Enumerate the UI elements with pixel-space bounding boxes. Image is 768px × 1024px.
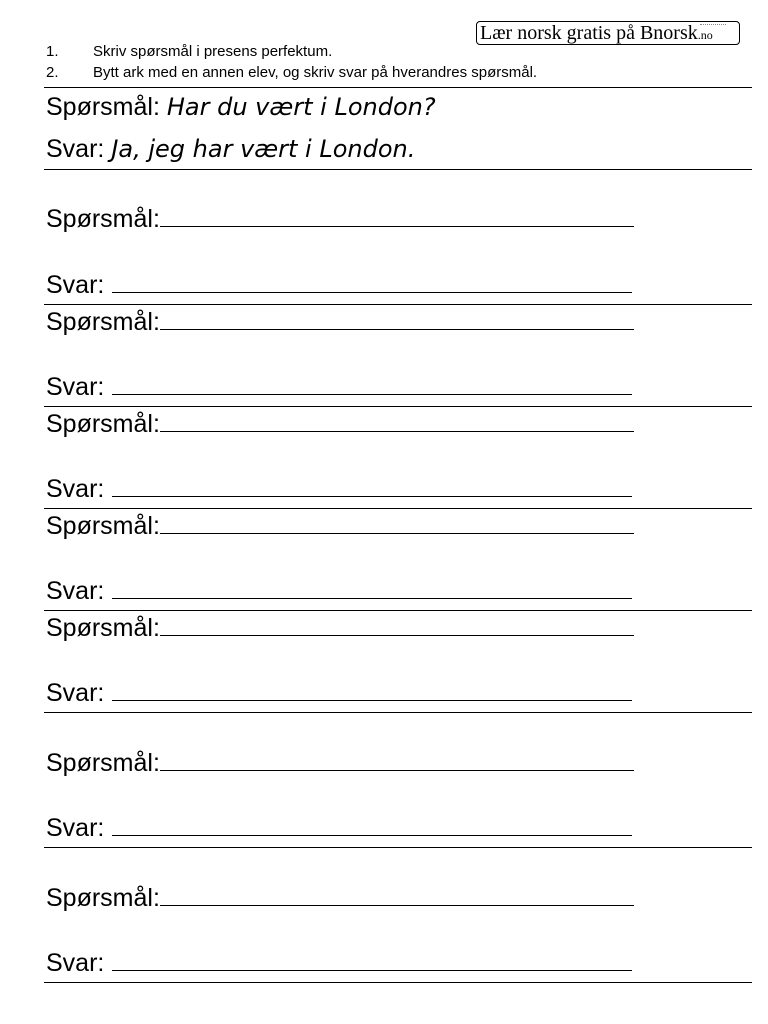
question-field-3 <box>46 409 634 439</box>
answer-label: Svar: <box>46 475 105 503</box>
answer-blank[interactable] <box>112 374 632 395</box>
question-label: Spørsmål: <box>46 749 160 777</box>
question-label: Spørsmål: <box>46 884 160 912</box>
answer-label: Svar: <box>46 679 105 707</box>
divider-rule <box>44 712 752 713</box>
answer-field-7 <box>46 948 632 978</box>
divider-rule <box>44 169 752 170</box>
question-blank[interactable] <box>160 750 634 771</box>
question-label: Spørsmål: <box>46 205 160 233</box>
answer-blank[interactable] <box>112 272 632 293</box>
question-label: Spørsmål: <box>46 512 160 540</box>
instruction-number: 1. <box>46 43 59 60</box>
example-answer <box>46 134 415 164</box>
logo-text: Lær norsk gratis på Bnorsk <box>480 22 698 44</box>
instruction-text: Bytt ark med en annen elev, og skriv svar på hverandres spørsmål. <box>93 64 538 81</box>
question-field-2 <box>46 307 634 337</box>
divider-rule <box>44 304 752 305</box>
question-blank[interactable] <box>160 206 634 227</box>
answer-label: Svar: <box>46 271 105 299</box>
answer-blank[interactable] <box>112 680 632 701</box>
answer-field-4 <box>46 576 632 606</box>
divider-rule <box>44 508 752 509</box>
question-label: Spørsmål: <box>46 614 160 642</box>
logo-dots <box>700 24 726 25</box>
instruction-2 <box>46 64 537 81</box>
logo-suffix: .no <box>697 28 713 42</box>
divider-rule <box>44 982 752 983</box>
answer-label: Svar: <box>46 949 105 977</box>
question-field-4 <box>46 511 634 541</box>
divider-rule <box>44 406 752 407</box>
instruction-text: Skriv spørsmål i presens perfektum. <box>93 43 333 60</box>
question-field-1 <box>46 204 634 234</box>
answer-blank[interactable] <box>112 815 632 836</box>
question-blank[interactable] <box>160 615 634 636</box>
divider-rule <box>44 87 752 88</box>
answer-label: Svar: <box>46 373 105 401</box>
example-answer-label: Svar: <box>46 135 105 163</box>
question-blank[interactable] <box>160 885 634 906</box>
answer-label: Svar: <box>46 577 105 605</box>
answer-label: Svar: <box>46 814 105 842</box>
answer-blank[interactable] <box>112 950 632 971</box>
divider-rule <box>44 847 752 848</box>
instruction-number: 2. <box>46 64 59 81</box>
question-field-5 <box>46 613 634 643</box>
question-blank[interactable] <box>160 513 634 534</box>
divider-rule <box>44 610 752 611</box>
question-field-6 <box>46 748 634 778</box>
question-field-7 <box>46 883 634 913</box>
example-answer-text: Ja, jeg har vært i London. <box>111 135 416 163</box>
instruction-1 <box>46 43 332 60</box>
question-label: Spørsmål: <box>46 410 160 438</box>
answer-field-2 <box>46 372 632 402</box>
question-label: Spørsmål: <box>46 308 160 336</box>
example-question <box>46 92 436 122</box>
example-question-label: Spørsmål: <box>46 93 160 121</box>
answer-field-5 <box>46 678 632 708</box>
question-blank[interactable] <box>160 411 634 432</box>
answer-field-3 <box>46 474 632 504</box>
answer-field-1 <box>46 270 632 300</box>
question-blank[interactable] <box>160 309 634 330</box>
answer-blank[interactable] <box>112 578 632 599</box>
answer-blank[interactable] <box>112 476 632 497</box>
example-question-text: Har du vært i London? <box>166 93 436 121</box>
answer-field-6 <box>46 813 632 843</box>
